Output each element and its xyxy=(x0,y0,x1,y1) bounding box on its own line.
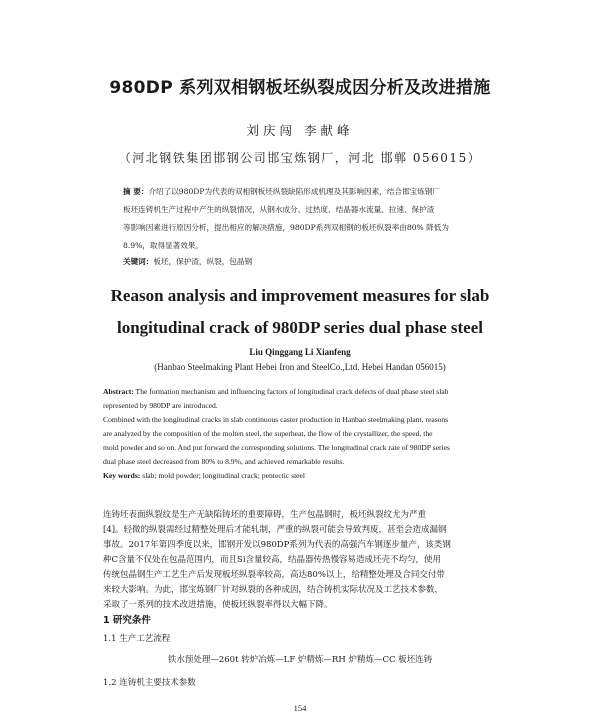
paper-title-en-line2: longitudinal crack of 980DP series dual phase steel xyxy=(117,318,483,337)
authors-en: Liu Qinggang Li Xianfeng xyxy=(249,347,351,357)
keywords-cn xyxy=(123,256,252,267)
paper-title-cn: 980DP 系列双相钢板坯纵裂成因分析及改进措施 xyxy=(109,78,491,98)
abstract-en-line: mold powder and so on. And put forward the corresponding solutions. The longitudinal crack rate of 980DP series xyxy=(103,443,450,452)
body-line: 种C含量不仅处在包晶范围内，而且Si含量较高，结晶器传热慢容易造成坯壳不均匀，使用 xyxy=(103,555,442,565)
body-line: 传统包晶钢生产工艺生产后发现板坯纵裂率较高，高达80%以上，给精整处理及合同交付带 xyxy=(103,570,445,580)
section-heading-1: 1 研究条件 xyxy=(103,615,151,626)
keywords-cn-label: 关键词： xyxy=(123,257,154,266)
body-line: 连铸坯表面纵裂纹是生产无缺陷铸坯的重要障碍，生产包晶钢时，板坯纵裂纹尤为严重 xyxy=(103,510,427,520)
subsection-heading-1-1: 1.1 生产工艺流程 xyxy=(103,634,171,644)
abstract-en-label: Abstract: xyxy=(103,387,134,396)
body-line: 采取了一系列的技术改进措施，使板坯纵裂率得以大幅下降。 xyxy=(103,600,333,610)
affiliation-cn: （河北钢铁集团邯钢公司邯宝炼钢厂，河北 邯郸 056015） xyxy=(118,151,482,165)
abstract-cn-line: 8.9%，取得显著效果。 xyxy=(123,241,204,250)
body-line: [4]。轻微的纵裂需经过精整处理后才能轧制，严重的纵裂可能会导致判废，甚至会造成漏钢 xyxy=(103,525,447,535)
abstract-en xyxy=(103,385,450,483)
abstract-cn-line: 板坯连铸机生产过程中产生的纵裂情况，从钢水成分、过热度、结晶器水流量、拉速、保护渣 xyxy=(123,205,435,214)
body-text-cn xyxy=(103,508,451,613)
abstract-en-line: represented by 980DP are introduced. xyxy=(103,401,218,410)
body-line: 事故。2017年第四季度以来，邯钢开发以980DP系列为代表的高强汽车钢逐步量产，该类钢 xyxy=(103,540,451,550)
authors-cn: 刘庆闯 李献峰 xyxy=(246,123,354,138)
keywords-en-text: slab; mold powder; longitudinal crack; pentectic steel xyxy=(140,471,306,480)
affiliation-en: (Hanbao Steelmaking Plant Hebei Iron and SteelCo.,Ltd. Hebei Handan 056015) xyxy=(154,362,446,372)
paper-title-en-line1: Reason analysis and improvement measures for slab xyxy=(110,286,490,305)
abstract-cn-line: 等影响因素进行原因分析，提出相应的解决措施，980DP系列双相钢的板坯纵裂率由80% 降低为 xyxy=(123,223,449,232)
abstract-en-line: Combined with the longitudinal cracks in slab continuous caster production in Hanbao steelmaking plant, reasons xyxy=(103,415,449,424)
page-number: 154 xyxy=(293,703,307,713)
abstract-cn-label: 摘 要： xyxy=(123,187,149,196)
keywords-en-label: Key words: xyxy=(103,471,141,480)
abstract-cn-line: 介绍了以980DP为代表的双相钢板坯纵裂缺陷形成机理及其影响因素，结合邯宝炼钢厂 xyxy=(148,187,440,196)
abstract-en-line: are analyzed by the composition of the molten steel, the superheat, the flow of the crystallizer, the speed, the xyxy=(103,429,433,438)
subsection-heading-1-2: 1.2 连铸机主要技术参数 xyxy=(103,678,196,688)
abstract-en-line: The formation mechanism and influencing factors of longitudinal crack defects of dual phase steel slab xyxy=(133,387,449,396)
abstract-en-line: dual phase steel decreased from 80% to 8.9%, and achieved remarkable results. xyxy=(103,457,345,466)
keywords-cn-text: 板坯，保护渣，纵裂，包晶钢 xyxy=(153,257,253,266)
abstract-cn xyxy=(123,183,498,255)
body-line: 来较大影响。为此，邯宝炼钢厂针对纵裂的各种成因，结合铸机实际状况及工艺技术参数， xyxy=(103,585,444,595)
process-flow: 铁水预处理—260t 转炉冶炼—LF 炉精炼—RH 炉精炼—CC 板坯连铸 xyxy=(167,655,433,665)
